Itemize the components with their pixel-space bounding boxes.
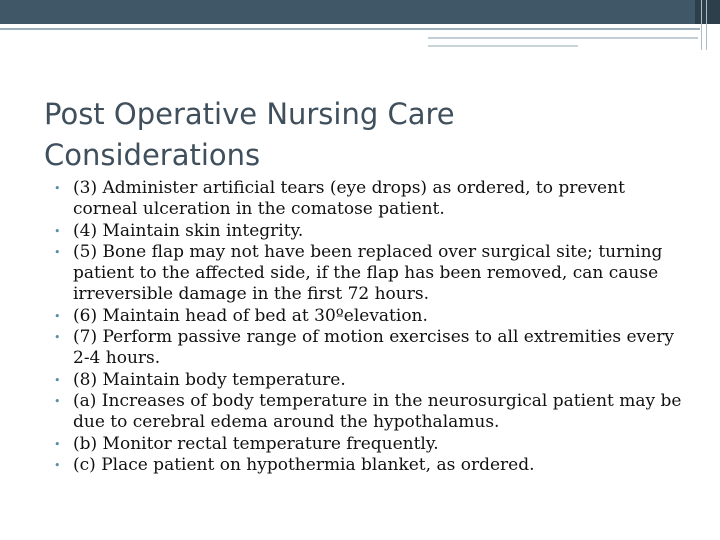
decorative-rule: [0, 28, 700, 30]
bullet-icon: •: [54, 224, 61, 238]
bullet-icon: •: [54, 245, 61, 259]
bullet-item: [54, 221, 694, 242]
bullet-item: [54, 327, 694, 370]
bullet-text: (7) Perform passive range of motion exercises to all extremities every 2-4 hours.: [73, 327, 674, 369]
bullet-text: (4) Maintain skin integrity.: [73, 220, 304, 241]
bullet-text: (8) Maintain body temperature.: [73, 369, 346, 390]
bullet-text: (6) Maintain head of bed at 30ºelevation.: [73, 305, 428, 326]
bullet-icon: •: [54, 458, 61, 472]
decorative-line: [706, 0, 707, 50]
decorative-line: [701, 0, 702, 50]
bullet-item: [54, 306, 694, 327]
slide-title: Post Operative Nursing Care Considerations: [44, 97, 455, 172]
bullet-text: (b) Monitor rectal temperature frequently.: [73, 433, 439, 454]
bullet-text: (a) Increases of body temperature in the neurosurgical patient may be due to cerebral edema around the hypothalamus.: [73, 390, 682, 433]
decorative-rule: [428, 37, 698, 39]
bullet-item: [54, 391, 694, 434]
bullet-icon: •: [54, 437, 61, 451]
bullet-icon: •: [54, 394, 61, 408]
decorative-rule: [428, 45, 578, 47]
bullet-item: [54, 178, 694, 221]
bullet-item: [54, 370, 694, 391]
header-band: [0, 0, 720, 24]
bullet-icon: •: [54, 309, 61, 323]
bullet-icon: •: [54, 373, 61, 387]
bullet-text: (3) Administer artificial tears (eye drops) as ordered, to prevent corneal ulceration in the comatose patient.: [73, 178, 625, 220]
bullet-item: [54, 455, 694, 476]
bullet-text: (5) Bone flap may not have been replaced over surgical site; turning patient to the affected side, if the flap has been removed, can cause irreversible damage in the first 72 hours.: [73, 241, 663, 305]
bullet-item: [54, 434, 694, 455]
bullet-icon: •: [54, 182, 61, 195]
header-band-corner: [695, 0, 720, 24]
bullet-list: [54, 178, 694, 476]
bullet-text: (c) Place patient on hypothermia blanket, as ordered.: [73, 454, 535, 475]
bullet-item: [54, 242, 694, 306]
bullet-icon: •: [54, 331, 61, 345]
